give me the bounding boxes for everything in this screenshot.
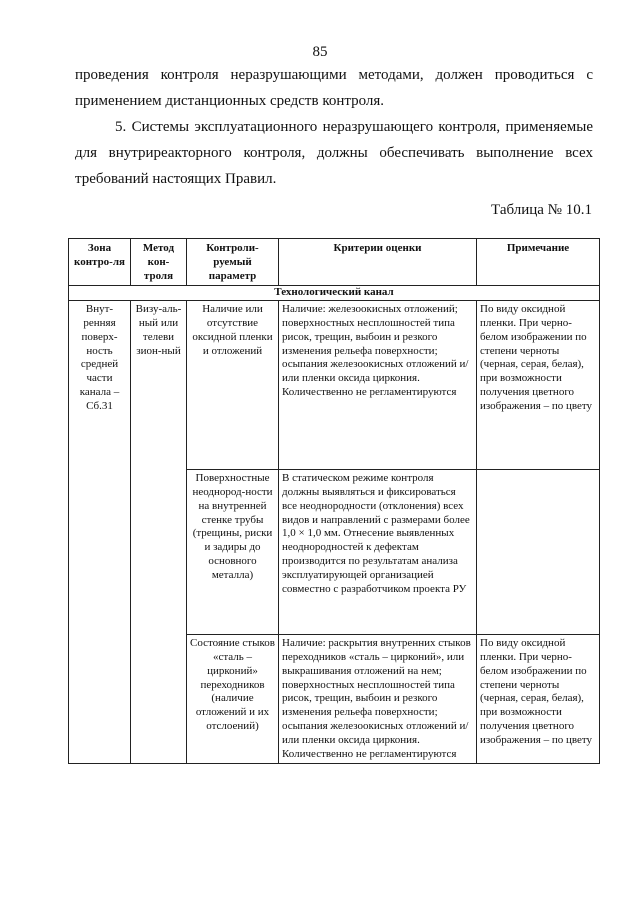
cell-method: Визу-аль-ный или телеви зион-ный — [131, 301, 187, 764]
header-method: Метод кон-троля — [131, 239, 187, 286]
cell-criteria: Наличие: железоокисных отложений; поверхностных несплошностей типа рисок, трещин, выбоин и резкого изменения рельефа поверхности; осыпания железоокисных отложений и/или пленки оксида циркония. Количественно не регламентируются — [279, 301, 477, 470]
header-parameter: Контроли-руемый параметр — [187, 239, 279, 286]
cell-parameter: Состояние стыков «сталь – цирконий» переходников (наличие отложений и их отслоений) — [187, 635, 279, 764]
cell-criteria: В статическом режиме контроля должны выявляться и фиксироваться все неоднородности (отклонения) всех видов и направлений с размерами более 1,0 × 1,0 мм. Отнесение выявленных неоднородностей к дефектам производится по результатам анализа эксплуатирующей организацией совместно с разработчиком проекта РУ — [279, 470, 477, 635]
header-zone: Зона контро-ля — [69, 239, 131, 286]
cell-criteria: Наличие: раскрытия внутренних стыков переходников «сталь – цирконий», или выкрашивания отложений на нем; поверхностных несплошностей типа рисок, трещин, выбоин и резкого изменения рельефа поверхности; осыпания железоокисных отложений и/или пленки оксида циркония. Количественно не регламентируются — [279, 635, 477, 764]
cell-note: По виду оксидной пленки. При черно-белом изображении по степени черноты (черная, серая, белая), при возможности получения цветного изображения – по цвету — [477, 635, 600, 764]
inspection-table — [68, 238, 600, 764]
cell-parameter: Наличие или отсутствие оксидной пленки и отложений — [187, 301, 279, 470]
table-caption: Таблица № 10.1 — [491, 202, 592, 218]
cell-note — [477, 470, 600, 635]
cell-parameter: Поверхностные неоднород-ности на внутренней стенке трубы (трещины, риски и задиры до основного металла) — [187, 470, 279, 635]
section-title: Технологический канал — [69, 286, 600, 301]
page-number: 85 — [312, 44, 328, 60]
header-note: Примечание — [477, 239, 600, 286]
header-criteria: Критерии оценки — [279, 239, 477, 286]
section-row — [69, 286, 600, 301]
paragraph-item-5: 5. Системы эксплуатационного неразрушающего контроля, применяемые для внутриреакторного контроля, должны обеспечивать выполнение всех требований настоящих Правил. — [75, 119, 593, 187]
table-row — [69, 301, 600, 470]
paragraph-continuation: проведения контроля неразрушающими методами, должен проводиться с применением дистанционных средств контроля. — [75, 67, 593, 109]
table-header-row — [69, 239, 600, 286]
cell-zone: Внут-ренняя поверх-ность средней части канала – Сб.31 — [69, 301, 131, 764]
cell-note: По виду оксидной пленки. При черно-белом изображении по степени черноты (черная, серая, белая), при возможности получения цветного изображения – по цвету — [477, 301, 600, 470]
